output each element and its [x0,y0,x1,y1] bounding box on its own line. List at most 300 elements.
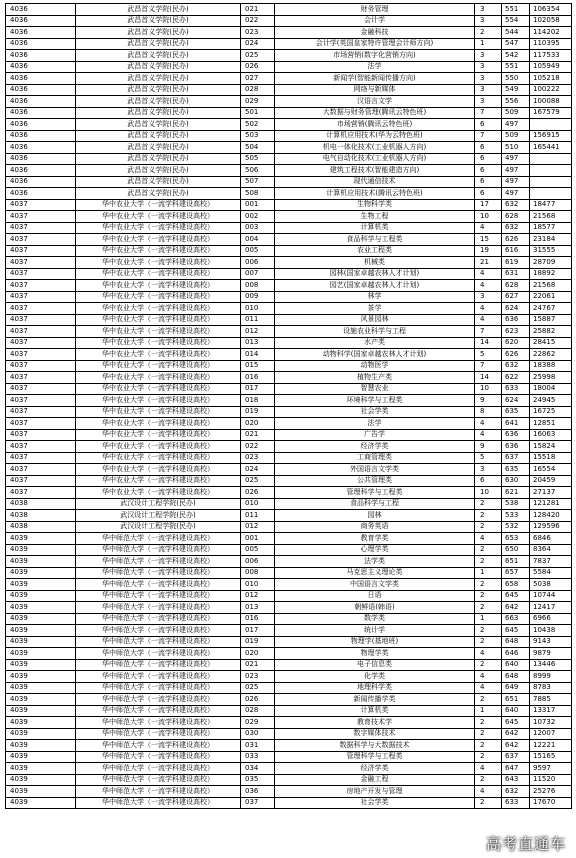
school-name-cell: 华中师范大学（一流学科建设高校） [76,740,241,752]
school-name-cell: 华中农业大学（一流学科建设高校） [76,326,241,338]
school-name-cell: 华中农业大学（一流学科建设高校） [76,222,241,234]
min-rank-cell [530,119,572,131]
major-code-cell: 028 [241,705,275,717]
major-name-cell: 市场营销(数字化营销方向) [275,50,475,62]
min-rank-cell: 102058 [530,15,572,27]
min-score-cell: 554 [502,15,530,27]
table-row [6,176,572,188]
table-row [6,96,572,108]
major-code-cell: 026 [241,694,275,706]
school-code-cell: 4039 [6,556,76,568]
school-name-cell: 华中师范大学（一流学科建设高校） [76,774,241,786]
plan-count-cell: 2 [475,740,502,752]
min-score-cell: 640 [502,659,530,671]
school-code-cell: 4036 [6,188,76,200]
major-name-cell: 物理学类 [275,648,475,660]
min-rank-cell: 156915 [530,130,572,142]
school-code-cell: 4036 [6,15,76,27]
min-score-cell: 497 [502,165,530,177]
plan-count-cell: 4 [475,222,502,234]
school-code-cell: 4039 [6,613,76,625]
min-rank-cell: 117533 [530,50,572,62]
table-row [6,291,572,303]
min-score-cell: 636 [502,429,530,441]
min-score-cell: 628 [502,211,530,223]
major-code-cell: 018 [241,395,275,407]
min-rank-cell: 6846 [530,533,572,545]
school-code-cell: 4039 [6,671,76,683]
plan-count-cell: 9 [475,395,502,407]
min-rank-cell: 25276 [530,786,572,798]
plan-count-cell: 2 [475,498,502,510]
major-code-cell: 037 [241,797,275,809]
plan-count-cell: 4 [475,268,502,280]
school-code-cell: 4037 [6,406,76,418]
table-row [6,625,572,637]
plan-count-cell: 2 [475,556,502,568]
school-code-cell: 4036 [6,107,76,119]
major-name-cell: 现代通信技术 [275,176,475,188]
table-row [6,383,572,395]
plan-count-cell: 10 [475,487,502,499]
plan-count-cell: 7 [475,360,502,372]
min-rank-cell: 8783 [530,682,572,694]
school-name-cell: 武昌首义学院(民办) [76,188,241,200]
school-code-cell: 4036 [6,73,76,85]
school-code-cell: 4036 [6,84,76,96]
table-row [6,119,572,131]
min-rank-cell: 11520 [530,774,572,786]
plan-count-cell: 2 [475,579,502,591]
table-row [6,786,572,798]
min-rank-cell: 9143 [530,636,572,648]
school-name-cell: 华中农业大学（一流学科建设高校） [76,452,241,464]
min-score-cell: 626 [502,349,530,361]
major-code-cell: 021 [241,429,275,441]
school-name-cell: 武昌首义学院(民办) [76,165,241,177]
major-name-cell: 商务英语 [275,521,475,533]
table-row [6,84,572,96]
major-code-cell: 021 [241,659,275,671]
min-score-cell: 632 [502,199,530,211]
plan-count-cell: 15 [475,234,502,246]
min-score-cell: 538 [502,498,530,510]
major-code-cell: 029 [241,717,275,729]
table-row [6,268,572,280]
table-row [6,314,572,326]
min-rank-cell [530,188,572,200]
school-name-cell: 华中农业大学（一流学科建设高校） [76,464,241,476]
plan-count-cell: 2 [475,797,502,809]
major-code-cell: 035 [241,774,275,786]
school-name-cell: 武汉设计工程学院(民办) [76,521,241,533]
table-row [6,73,572,85]
school-name-cell: 华中师范大学（一流学科建设高校） [76,659,241,671]
min-score-cell: 642 [502,740,530,752]
min-score-cell: 630 [502,475,530,487]
table-row [6,567,572,579]
school-code-cell: 4039 [6,751,76,763]
min-score-cell: 636 [502,314,530,326]
major-code-cell: 003 [241,222,275,234]
major-code-cell: 017 [241,383,275,395]
major-code-cell: 025 [241,50,275,62]
school-name-cell: 华中师范大学（一流学科建设高校） [76,763,241,775]
min-score-cell: 637 [502,452,530,464]
school-code-cell: 4039 [6,625,76,637]
major-code-cell: 004 [241,234,275,246]
min-rank-cell: 110395 [530,38,572,50]
min-score-cell: 646 [502,648,530,660]
min-score-cell: 643 [502,774,530,786]
plan-count-cell: 10 [475,211,502,223]
major-code-cell: 011 [241,510,275,522]
table-row [6,728,572,740]
min-rank-cell: 105949 [530,61,572,73]
min-rank-cell: 5038 [530,579,572,591]
min-score-cell: 624 [502,303,530,315]
major-name-cell: 新闻传播学类 [275,694,475,706]
min-score-cell: 550 [502,73,530,85]
min-score-cell: 624 [502,395,530,407]
table-row [6,556,572,568]
table-row [6,245,572,257]
school-name-cell: 武昌首义学院(民办) [76,142,241,154]
min-rank-cell: 15887 [530,314,572,326]
school-name-cell: 华中农业大学（一流学科建设高校） [76,349,241,361]
min-rank-cell [530,176,572,188]
major-name-cell: 房地产开发与管理 [275,786,475,798]
min-rank-cell: 7885 [530,694,572,706]
min-score-cell: 642 [502,602,530,614]
major-code-cell: 508 [241,188,275,200]
min-score-cell: 648 [502,636,530,648]
plan-count-cell: 2 [475,717,502,729]
plan-count-cell: 10 [475,383,502,395]
table-row [6,27,572,39]
school-name-cell: 华中农业大学（一流学科建设高校） [76,291,241,303]
major-code-cell: 036 [241,786,275,798]
table-row [6,498,572,510]
plan-count-cell: 2 [475,751,502,763]
min-score-cell: 640 [502,705,530,717]
min-score-cell: 509 [502,130,530,142]
school-name-cell: 华中农业大学（一流学科建设高校） [76,475,241,487]
min-score-cell: 645 [502,717,530,729]
school-code-cell: 4037 [6,280,76,292]
min-score-cell: 632 [502,360,530,372]
min-rank-cell: 10438 [530,625,572,637]
major-code-cell: 020 [241,648,275,660]
school-code-cell: 4037 [6,326,76,338]
plan-count-cell: 3 [475,73,502,85]
school-code-cell: 4036 [6,130,76,142]
table-row [6,222,572,234]
major-code-cell: 025 [241,682,275,694]
school-code-cell: 4039 [6,717,76,729]
school-name-cell: 华中农业大学（一流学科建设高校） [76,211,241,223]
min-score-cell: 622 [502,372,530,384]
major-code-cell: 022 [241,441,275,453]
plan-count-cell: 2 [475,602,502,614]
major-code-cell: 024 [241,38,275,50]
min-score-cell: 663 [502,613,530,625]
major-name-cell: 社会学类 [275,406,475,418]
min-rank-cell: 28709 [530,257,572,269]
major-name-cell: 金融科技 [275,27,475,39]
school-code-cell: 4037 [6,441,76,453]
min-score-cell: 532 [502,521,530,533]
table-row [6,533,572,545]
major-code-cell: 504 [241,142,275,154]
school-name-cell: 华中农业大学（一流学科建设高校） [76,360,241,372]
major-name-cell: 公共管理类 [275,475,475,487]
table-row [6,682,572,694]
min-rank-cell: 16725 [530,406,572,418]
major-name-cell: 金融工程 [275,774,475,786]
school-code-cell: 4039 [6,533,76,545]
major-code-cell: 005 [241,544,275,556]
table-row [6,475,572,487]
school-code-cell: 4037 [6,245,76,257]
table-row [6,372,572,384]
min-score-cell: 641 [502,418,530,430]
min-rank-cell: 25998 [530,372,572,384]
plan-count-cell: 4 [475,429,502,441]
min-score-cell: 616 [502,245,530,257]
school-code-cell: 4039 [6,659,76,671]
min-rank-cell: 8364 [530,544,572,556]
major-code-cell: 010 [241,579,275,591]
major-code-cell: 006 [241,257,275,269]
school-name-cell: 武昌首义学院(民办) [76,15,241,27]
plan-count-cell: 5 [475,452,502,464]
major-code-cell: 008 [241,280,275,292]
table-row [6,590,572,602]
plan-count-cell: 4 [475,671,502,683]
school-name-cell: 华中农业大学（一流学科建设高校） [76,441,241,453]
school-code-cell: 4036 [6,4,76,16]
min-rank-cell: 100222 [530,84,572,96]
major-code-cell: 502 [241,119,275,131]
min-rank-cell: 21568 [530,280,572,292]
table-row [6,303,572,315]
major-code-cell: 013 [241,602,275,614]
school-name-cell: 华中师范大学（一流学科建设高校） [76,751,241,763]
school-name-cell: 武汉设计工程学院(民办) [76,498,241,510]
plan-count-cell: 4 [475,303,502,315]
table-row [6,740,572,752]
major-name-cell: 中国语言文学类 [275,579,475,591]
school-code-cell: 4037 [6,291,76,303]
min-rank-cell: 106354 [530,4,572,16]
school-name-cell: 武昌首义学院(民办) [76,50,241,62]
school-code-cell: 4037 [6,303,76,315]
major-name-cell: 化学类 [275,671,475,683]
major-code-cell: 012 [241,590,275,602]
table-row [6,326,572,338]
school-name-cell: 武昌首义学院(民办) [76,4,241,16]
major-name-cell: 社会学类 [275,797,475,809]
table-row [6,717,572,729]
school-name-cell: 华中农业大学（一流学科建设高校） [76,314,241,326]
min-score-cell: 620 [502,337,530,349]
major-code-cell: 019 [241,636,275,648]
school-code-cell: 4039 [6,682,76,694]
min-score-cell: 633 [502,383,530,395]
table-row [6,199,572,211]
min-rank-cell: 25882 [530,326,572,338]
school-name-cell: 华中师范大学（一流学科建设高校） [76,705,241,717]
school-code-cell: 4037 [6,268,76,280]
min-score-cell: 542 [502,50,530,62]
min-rank-cell: 18388 [530,360,572,372]
major-name-cell: 新闻学(智能新闻传播方向) [275,73,475,85]
min-score-cell: 653 [502,533,530,545]
major-name-cell: 教育学类 [275,533,475,545]
min-rank-cell: 28415 [530,337,572,349]
school-name-cell: 华中农业大学（一流学科建设高校） [76,280,241,292]
major-name-cell: 管理科学与工程类 [275,487,475,499]
min-score-cell: 627 [502,291,530,303]
school-code-cell: 4037 [6,487,76,499]
table-row [6,705,572,717]
min-score-cell: 621 [502,487,530,499]
major-code-cell: 008 [241,567,275,579]
school-code-cell: 4037 [6,395,76,407]
school-code-cell: 4038 [6,498,76,510]
plan-count-cell: 6 [475,188,502,200]
table-row [6,349,572,361]
school-name-cell: 华中师范大学（一流学科建设高校） [76,728,241,740]
min-rank-cell: 7837 [530,556,572,568]
min-score-cell: 642 [502,728,530,740]
major-name-cell: 朝鲜语(韩语) [275,602,475,614]
min-score-cell: 657 [502,567,530,579]
table-row [6,38,572,50]
plan-count-cell: 17 [475,199,502,211]
table-row [6,602,572,614]
plan-count-cell: 14 [475,372,502,384]
school-name-cell: 武昌首义学院(民办) [76,84,241,96]
school-code-cell: 4039 [6,602,76,614]
school-name-cell: 华中师范大学（一流学科建设高校） [76,671,241,683]
major-name-cell: 建筑工程技术(智能建造方向) [275,165,475,177]
table-row [6,441,572,453]
table-row [6,510,572,522]
major-code-cell: 005 [241,245,275,257]
major-code-cell: 019 [241,406,275,418]
school-name-cell: 华中农业大学（一流学科建设高校） [76,234,241,246]
major-code-cell: 030 [241,728,275,740]
min-score-cell: 632 [502,786,530,798]
major-name-cell: 计算机类 [275,705,475,717]
plan-count-cell: 7 [475,326,502,338]
table-row [6,257,572,269]
major-code-cell: 506 [241,165,275,177]
major-code-cell: 012 [241,521,275,533]
school-name-cell: 华中师范大学（一流学科建设高校） [76,625,241,637]
plan-count-cell: 2 [475,636,502,648]
min-rank-cell [530,165,572,177]
plan-count-cell: 1 [475,613,502,625]
school-name-cell: 武昌首义学院(民办) [76,107,241,119]
min-rank-cell: 8999 [530,671,572,683]
major-code-cell: 002 [241,211,275,223]
school-name-cell: 华中农业大学（一流学科建设高校） [76,268,241,280]
min-rank-cell: 9879 [530,648,572,660]
major-name-cell: 市场营销(腾讯云特色班) [275,119,475,131]
school-code-cell: 4039 [6,694,76,706]
min-rank-cell: 22862 [530,349,572,361]
school-name-cell: 武昌首义学院(民办) [76,119,241,131]
plan-count-cell: 2 [475,590,502,602]
min-rank-cell: 105218 [530,73,572,85]
school-name-cell: 华中农业大学（一流学科建设高校） [76,257,241,269]
major-code-cell: 026 [241,487,275,499]
min-score-cell: 551 [502,61,530,73]
school-name-cell: 华中农业大学（一流学科建设高校） [76,303,241,315]
min-rank-cell: 24945 [530,395,572,407]
school-name-cell: 华中师范大学（一流学科建设高校） [76,567,241,579]
min-rank-cell: 15518 [530,452,572,464]
major-name-cell: 教育技术学 [275,717,475,729]
major-name-cell: 生物科学类 [275,199,475,211]
min-rank-cell: 16063 [530,429,572,441]
plan-count-cell: 4 [475,280,502,292]
school-name-cell: 华中师范大学（一流学科建设高校） [76,602,241,614]
school-name-cell: 武昌首义学院(民办) [76,130,241,142]
min-rank-cell: 165441 [530,142,572,154]
min-score-cell: 645 [502,625,530,637]
major-code-cell: 023 [241,671,275,683]
major-code-cell: 016 [241,372,275,384]
school-name-cell: 华中师范大学（一流学科建设高校） [76,636,241,648]
major-name-cell: 设施农业科学与工程 [275,326,475,338]
major-code-cell: 017 [241,625,275,637]
school-name-cell: 华中师范大学（一流学科建设高校） [76,717,241,729]
min-rank-cell: 9597 [530,763,572,775]
min-score-cell: 509 [502,107,530,119]
major-name-cell: 物理学(基地班) [275,636,475,648]
min-rank-cell: 18577 [530,222,572,234]
plan-count-cell: 2 [475,27,502,39]
plan-count-cell: 3 [475,96,502,108]
plan-count-cell: 21 [475,257,502,269]
plan-count-cell: 14 [475,337,502,349]
min-rank-cell: 12417 [530,602,572,614]
plan-count-cell: 1 [475,567,502,579]
min-score-cell: 658 [502,579,530,591]
min-rank-cell: 18892 [530,268,572,280]
min-score-cell: 551 [502,4,530,16]
major-name-cell: 经济学类 [275,441,475,453]
min-rank-cell: 24767 [530,303,572,315]
min-score-cell: 510 [502,142,530,154]
school-code-cell: 4037 [6,337,76,349]
school-name-cell: 华中农业大学（一流学科建设高校） [76,199,241,211]
major-code-cell: 031 [241,740,275,752]
school-code-cell: 4037 [6,234,76,246]
min-rank-cell: 100088 [530,96,572,108]
plan-count-cell: 2 [475,544,502,556]
major-code-cell: 023 [241,452,275,464]
min-score-cell: 497 [502,188,530,200]
major-code-cell: 010 [241,303,275,315]
plan-count-cell: 5 [475,349,502,361]
plan-count-cell: 3 [475,291,502,303]
major-code-cell: 028 [241,84,275,96]
